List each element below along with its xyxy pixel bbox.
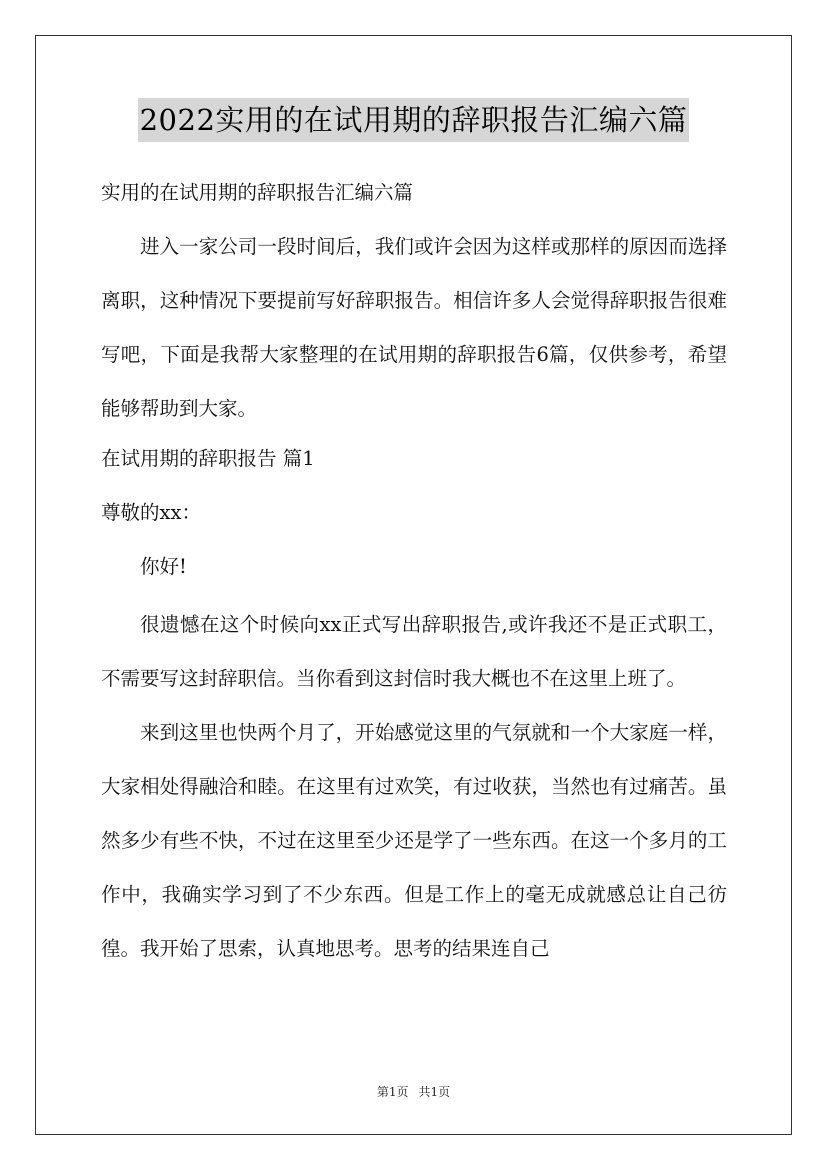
section-heading: 在试用期的辞职报告 篇1 [101,447,315,470]
page-number: 第1页 [376,1085,409,1099]
document-subtitle: 实用的在试用期的辞职报告汇编六篇 [101,181,414,204]
greeting: 你好! [140,555,187,578]
title-wrap [0,98,827,142]
document-title: 2022实用的在试用期的辞职报告汇编六篇 [138,98,690,142]
page-total: 共1页 [418,1085,451,1099]
salutation: 尊敬的xx： [101,501,201,524]
intro-paragraph: 进入一家公司一段时间后，我们或许会因为这样或那样的原因而选择离职，这种情况下要提前写好辞职报告。相信许多人会觉得辞职报告很难写吧，下面是我帮大家整理的在试用期的辞职报告6篇，仅供参考，希望能够帮助到大家。 [101,235,727,420]
document-body [101,170,727,976]
body-paragraph-2: 来到这里也快两个月了，开始感觉这里的气氛就和一个大家庭一样，大家相处得融洽和睦。在这里有过欢笑，有过收获，当然也有过痛苦。虽然多少有些不快，不过在这里至少还是学了一些东西。在这一个多月的工作中，我确实学习到了不少东西。但是工作上的毫无成就感总让自己彷徨。我开始了思索，认真地思考。思考的结果连自己 [101,721,727,960]
body-paragraph-1: 很遗憾在这个时候向xx正式写出辞职报告,或许我还不是正式职工，不需要写这封辞职信。当你看到这封信时我大概也不在这里上班了。 [101,613,727,690]
page-footer [0,1083,827,1100]
